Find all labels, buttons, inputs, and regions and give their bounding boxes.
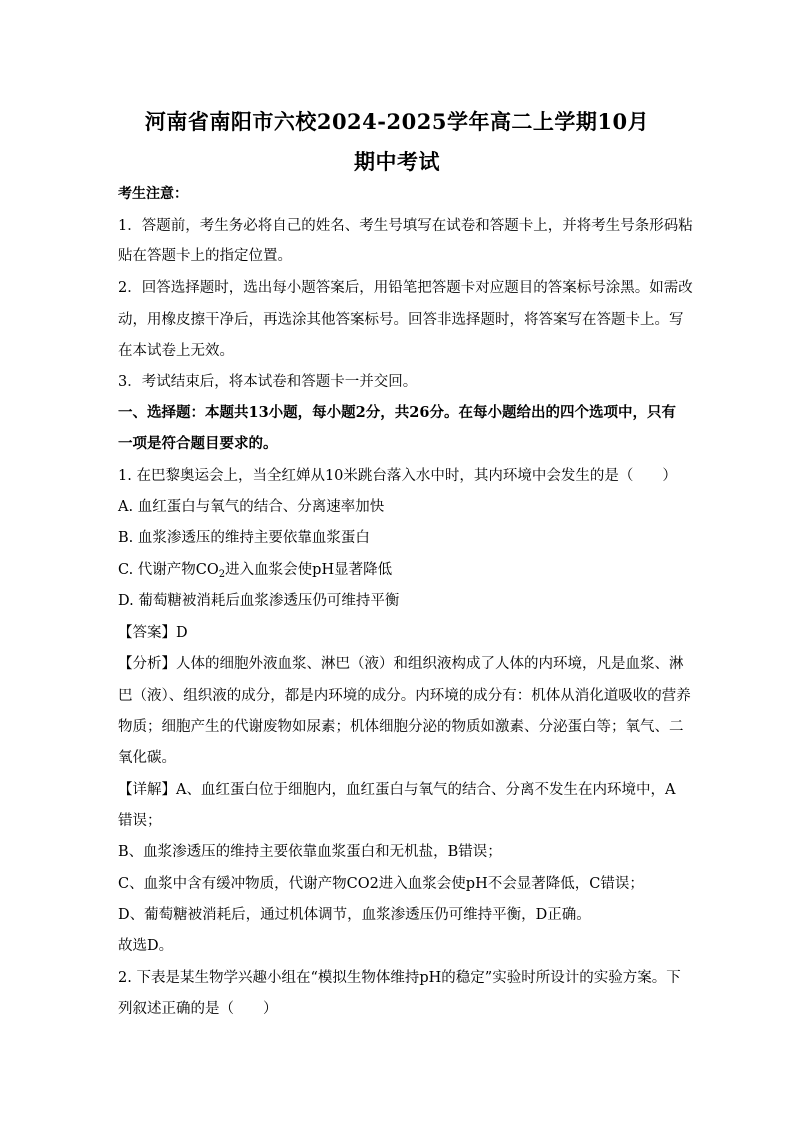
notice-2-line2: 动，用橡皮擦干净后，再选涂其他答案标号。回答非选择题时，将答案写在答题卡上。写 bbox=[118, 312, 684, 328]
question-2-stem-line1: 2. 下表是某生物学兴趣小组在“模拟生物体维持pH的稳定”实验时所设计的实验方案。下 bbox=[118, 970, 681, 986]
notice-2-line3: 在本试卷上无效。 bbox=[118, 343, 234, 359]
option-c-suffix: 进入血浆会使pH显著降低 bbox=[225, 562, 393, 578]
question-1-analysis-line4: 氧化碳。 bbox=[118, 750, 176, 766]
question-1-option-c bbox=[118, 560, 718, 585]
question-1-detail-line1: 【详解】A、血红蛋白位于细胞内，血红蛋白与氧气的结合、分离不发生在内环境中，A bbox=[118, 782, 676, 798]
question-1-detail-line4: C、血浆中含有缓冲物质，代谢产物CO2进入血浆会使pH不会显著降低，C错误； bbox=[118, 876, 644, 892]
document-title-line2: 期中考试 bbox=[354, 149, 440, 174]
option-c-prefix: C. 代谢产物CO bbox=[118, 562, 219, 578]
notice-3: 3．考试结束后，将本试卷和答题卡一并交回。 bbox=[118, 374, 418, 390]
section-heading-line1: 一、选择题：本题共13小题，每小题2分，共26分。在每小题给出的四个选项中，只有 bbox=[118, 404, 676, 421]
question-1-stem: 1. 在巴黎奥运会上，当全红婵从10米跳台落入水中时，其内环境中会发生的是（ ） bbox=[118, 468, 677, 484]
question-1-detail-line3: B、血浆渗透压的维持主要依靠血浆蛋白和无机盐，B错误； bbox=[118, 844, 502, 860]
notice-1-line2: 贴在答题卡上的指定位置。 bbox=[118, 248, 292, 264]
question-1-option-a: A. 血红蛋白与氧气的结合、分离速率加快 bbox=[118, 499, 385, 515]
question-1-option-d: D. 葡萄糖被消耗后血浆渗透压仍可维持平衡 bbox=[118, 593, 400, 609]
question-1-conclusion: 故选D。 bbox=[118, 938, 174, 954]
question-1-analysis-line2: 巴（液）、组织液的成分，都是内环境的成分。内环境的成分有：机体从消化道吸收的营养 bbox=[118, 688, 691, 704]
option-c-subscript: 2 bbox=[218, 569, 226, 580]
document-title-line1: 河南省南阳市六校2024-2025学年高二上学期10月 bbox=[144, 109, 650, 134]
question-1-option-b: B. 血浆渗透压的维持主要依靠血浆蛋白 bbox=[118, 530, 370, 546]
question-2-stem-line2: 列叙述正确的是（ ） bbox=[118, 1001, 278, 1017]
question-1-analysis-line3: 物质；细胞产生的代谢废物如尿素；机体细胞分泌的物质如激素、分泌蛋白等；氧气、二 bbox=[118, 719, 684, 735]
question-1-detail-line2: 错误； bbox=[118, 813, 162, 829]
section-heading-line2: 一项是符合题目要求的。 bbox=[118, 435, 278, 452]
question-1-answer: 【答案】D bbox=[118, 625, 188, 641]
notice-heading: 考生注意： bbox=[118, 186, 188, 202]
notice-1-line1: 1．答题前，考生务必将自己的姓名、考生号填写在试卷和答题卡上，并将考生号条形码粘 bbox=[118, 218, 693, 234]
notice-2-line1: 2．回答选择题时，选出每小题答案后，用铅笔把答题卡对应题目的答案标号涂黑。如需改 bbox=[118, 280, 693, 296]
question-1-detail-line5: D、葡萄糖被消耗后，通过机体调节，血浆渗透压仍可维持平衡，D正确。 bbox=[118, 907, 591, 923]
question-1-analysis-line1: 【分析】人体的细胞外液血浆、淋巴（液）和组织液构成了人体的内环境，凡是血浆、淋 bbox=[118, 656, 684, 672]
